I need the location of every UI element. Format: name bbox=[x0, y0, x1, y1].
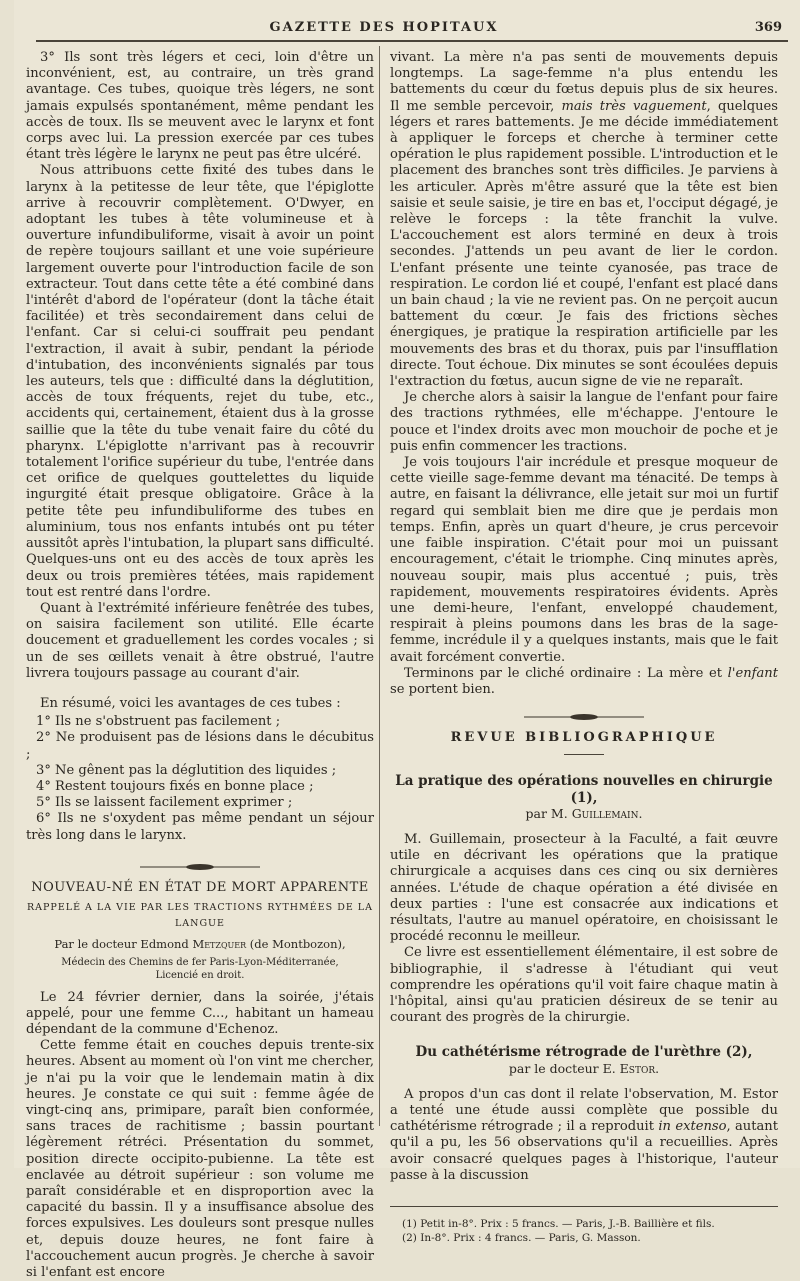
right-column bbox=[390, 50, 778, 1245]
list-item: 2° Ne produisent pas de lésions dans le décubitus ; bbox=[26, 730, 374, 762]
text-run: , autant qu'il a pu, les 56 observations qu'il a recueillies. Après avoir consacré quelques pages à l'historique, l'auteur passe à la discussion bbox=[390, 1119, 779, 1183]
author-affiliation bbox=[26, 956, 374, 982]
review-title: La pratique des opérations nouvelles en chirurgie (1), bbox=[395, 773, 773, 806]
text-run: vivant. La mère n'a pas senti de mouvements depuis longtemps. La sage-femme n'a plus entendu les battements du cœur du fœtus depuis plus de six heures. Il me semble percevoir, bbox=[390, 50, 778, 114]
header-rule bbox=[36, 40, 788, 42]
byline-suffix: (de Montbozon), bbox=[246, 937, 346, 952]
paragraph: M. Guillemain, prosecteur à la Faculté, a fait œuvre utile en décrivant les opérations que la pratique chirurgicale a acquises dans ces cinq ou six dernières années. L'étude de chaque opération a été divisée en deux parties : l'une est consacrée aux indications et résultats, l'autre au manuel opératoire, en choisissant le procédé reconnu le meilleur. bbox=[390, 831, 778, 945]
list-item: 5° Ils se laissent facilement exprimer ; bbox=[36, 795, 293, 811]
author-name: Metzquer bbox=[192, 937, 247, 952]
page-number: 369 bbox=[754, 20, 782, 35]
newspaper-page bbox=[14, 0, 800, 1281]
advantages-list bbox=[26, 714, 374, 844]
text-run: se portent bien. bbox=[390, 681, 495, 697]
byline-suffix: . bbox=[655, 1060, 660, 1076]
list-item: 1° Ils ne s'obstruent pas facilement ; bbox=[36, 714, 281, 730]
byline-prefix: par le docteur E. bbox=[508, 1060, 620, 1076]
paragraph: Quant à l'extrémité inférieure fenêtrée des tubes, on saisira facilement son utilité. Elle écarte doucement et graduellement les cordes vocales ; si un de ses œillets venait à être obstrué, l'autre livrera toujours passage au courant d'air. bbox=[26, 600, 374, 681]
article-subtitle: RAPPELÉ A LA VIE PAR LES TRACTIONS RYTHMÉES DE LA LANGUE bbox=[27, 901, 373, 930]
paragraph: Nous attribuons cette fixité des tubes dans le larynx à la petitesse de leur tête, que l'épiglotte arrive à recouvrir complètement. O'Dwyer, en adoptant les tubes à tête volumineuse et à ouverture infundibuliforme, visait à avoir un point de repère toujours saillant et une voie supérieure largement ouverte pour l'introduction facile de son extracteur. Tout dans cette tête a été combiné dans l'intérêt d'abord de l'opérateur (dont la tâche était facilitée) et très secondairement dans celui de l'enfant. Car si celui-ci souffrait peu pendant l'extraction, il avait à subir, pendant la période d'intubation, des inconvénients signalés par tous les auteurs, tels que : difficulté dans la déglutition, accès de toux fréquents, rejet du tube, etc., accidents qui, certainement, étaient dus à la grosse saillie que la tête du tube venait faire du côté du pharynx. L'épiglotte n'arrivant pas à recouvrir totalement l'orifice supérieur du tube, l'entrée dans cet orifice de quelques gouttelettes du liquide ingurgité était presque obligatoire. Grâce à la petite tête peu infundibuliforme des tubes en aluminium, tous nos enfants intubés ont pu téter aussitôt après l'intubation, la plupart sans difficulté. Quelques-uns ont eu des accès de toux après les deux ou trois premières tétées, mais rapidement tout est rentré dans l'ordre. bbox=[26, 163, 374, 600]
ornamental-rule bbox=[140, 862, 260, 872]
summary-intro: En résumé, voici les avantages de ces tubes : bbox=[40, 695, 341, 711]
text-run: Terminons par le cliché ordinaire : La mère et bbox=[404, 665, 728, 681]
footnote: (2) In-8°. Prix : 4 francs. — Paris, G. Masson. bbox=[402, 1232, 641, 1244]
byline-prefix: par M. bbox=[525, 805, 572, 821]
review-byline bbox=[390, 806, 778, 822]
list-item: 4° Restent toujours fixés en bonne place ; bbox=[36, 778, 314, 794]
byline-suffix: . bbox=[638, 805, 643, 821]
paragraph: Je cherche alors à saisir la langue de l'enfant pour faire des tractions rythmées, elle m'échappe. J'entoure le pouce et l'index droits avec mon mouchoir de poche et je puis enfin commencer les tractions. bbox=[390, 390, 778, 454]
left-column bbox=[26, 50, 374, 1281]
article-byline bbox=[26, 936, 374, 952]
column-divider bbox=[379, 46, 380, 1126]
running-header bbox=[14, 20, 800, 38]
review-byline bbox=[390, 1061, 778, 1077]
paragraph bbox=[390, 666, 778, 698]
paragraph: Cette femme était en couches depuis trente-six heures. Absent au moment où l'on vint me chercher, je n'ai pu la voir que le lendemain matin à dix heures. Je constate ce qui suit : femme âgée de vingt-cinq ans, primipare, paraît bien conformée, sans traces de rachitisme ; bassin pourtant légèrement rétréci. Présentation du sommet, position directe occipito-pubienne. La tête est enclavée au détroit supérieur : son volume me paraît considérable et en disproportion avec la capacité du bassin. Il y a insuffisance absolue des forces expulsives. Les douleurs sont presque nulles et, depuis douze heures, ne font faire à l'accouchement aucun progrès. Je cherche à savoir si l'enfant est encore bbox=[26, 1038, 374, 1281]
paragraph: Ce livre est essentiellement élémentaire, il est sobre de bibliographie, il s'adresse à l'étudiant qui veut comprendre les opérations qu'il voit faire chaque matin à l'hôpital, ainsi qu'au praticien désireux de se tenir au courant des progrès de la chirurgie. bbox=[390, 945, 778, 1026]
short-rule bbox=[564, 754, 604, 755]
emphasis: l'enfant bbox=[727, 665, 778, 681]
author-name: Guillemain bbox=[571, 805, 639, 821]
byline-prefix: Par le docteur Edmond bbox=[54, 937, 193, 952]
article-title: NOUVEAU-NÉ EN ÉTAT DE MORT APPARENTE bbox=[31, 879, 369, 895]
paragraph bbox=[390, 50, 778, 390]
journal-title: GAZETTE DES HOPITAUX bbox=[269, 20, 499, 35]
emphasis: mais très vaguement bbox=[561, 98, 707, 114]
review-title: Du cathétérisme rétrograde de l'urèthre (2), bbox=[415, 1044, 753, 1061]
paragraph bbox=[390, 1087, 778, 1184]
footnote-rule bbox=[390, 1206, 778, 1207]
ornamental-rule bbox=[524, 712, 644, 722]
list-item: 6° Ils ne s'oxydent pas même pendant un séjour très long dans le larynx. bbox=[26, 811, 374, 843]
paragraph: 3° Ils sont très légers et ceci, loin d'être un inconvénient, est, au contraire, un très grand avantage. Ces tubes, quoique très légers, ne sont jamais expulsés spontanément, même pendant les accès de toux. Ils se meuvent avec le larynx et font corps avec lui. La pression exercée par ces tubes étant très légère le larynx ne peut pas être ulcéré. bbox=[26, 50, 374, 163]
paragraph: Je vois toujours l'air incrédule et presque moqueur de cette vieille sage-femme devant ma ténacité. De temps à autre, en faisant la délivrance, elle jetait sur moi un furtif regard qui semblait bien me dire que je perdais mon temps. Enfin, après un quart d'heure, je crus percevoir une faible inspiration. C'était pour moi un puissant encouragement, c'était le triomphe. Cinq minutes après, nouveau soupir, mais plus accentué ; puis, très rapidement, mouvements respiratoires évidents. Après une demi-heure, l'enfant, enveloppé chaudement, respirait à pleins poumons dans les bras de la sage-femme, incrédule il y a quelques instants, mais que le fait avait forcément convertie. bbox=[390, 455, 778, 665]
text-run: A propos d'un cas dont il relate l'observation, M. Estor a tenté une étude aussi complète que possible du cathétérisme rétrograde ; il a reproduit bbox=[390, 1086, 778, 1135]
affiliation-line: Licencié en droit. bbox=[155, 969, 245, 981]
list-item: 3° Ne gênent pas la déglutition des liquides ; bbox=[36, 762, 337, 778]
text-run: , quelques légers et rares battements. Je me décide immédiatement à appliquer le forceps et cherche à terminer cette opération le plus rapidement possible. L'introduction et le placement des branches sont très difficiles. Je parviens à les articuler. Après m'être assuré que la tête est bien saisie et seule saisie, je tire en bas et, l'occiput dégagé, je relève le forceps : la tête franchit la vulve. L'accouchement est alors terminé en deux à trois secondes. J'attends un peu avant de lier le cordon. L'enfant présente une teinte cyanosée, pas trace de respiration. Le cordon lié et coupé, l'enfant est placé dans un bain chaud ; la vie ne revient pas. On ne perçoit aucun battement du cœur. Je fais des frictions sèches énergiques, je pratique la respiration artificielle par les mouvements des bras et du thorax, puis par l'insufflation directe. Tout échoue. Dix minutes se sont écoulées depuis l'extraction du fœtus, aucun signe de vie ne reparaît. bbox=[390, 98, 779, 390]
author-name: Estor bbox=[619, 1060, 656, 1076]
section-heading: REVUE BIBLIOGRAPHIQUE bbox=[450, 730, 718, 746]
affiliation-line: Médecin des Chemins de fer Paris-Lyon-Méditerranée, bbox=[61, 956, 339, 968]
emphasis: in extenso bbox=[658, 1119, 727, 1135]
footnote: (1) Petit in-8°. Prix : 5 francs. — Paris, J.-B. Baillière et fils. bbox=[402, 1218, 715, 1230]
paragraph: Le 24 février dernier, dans la soirée, j'étais appelé, pour une femme C..., habitant un hameau dépendant de la commune d'Echenoz. bbox=[26, 989, 374, 1037]
